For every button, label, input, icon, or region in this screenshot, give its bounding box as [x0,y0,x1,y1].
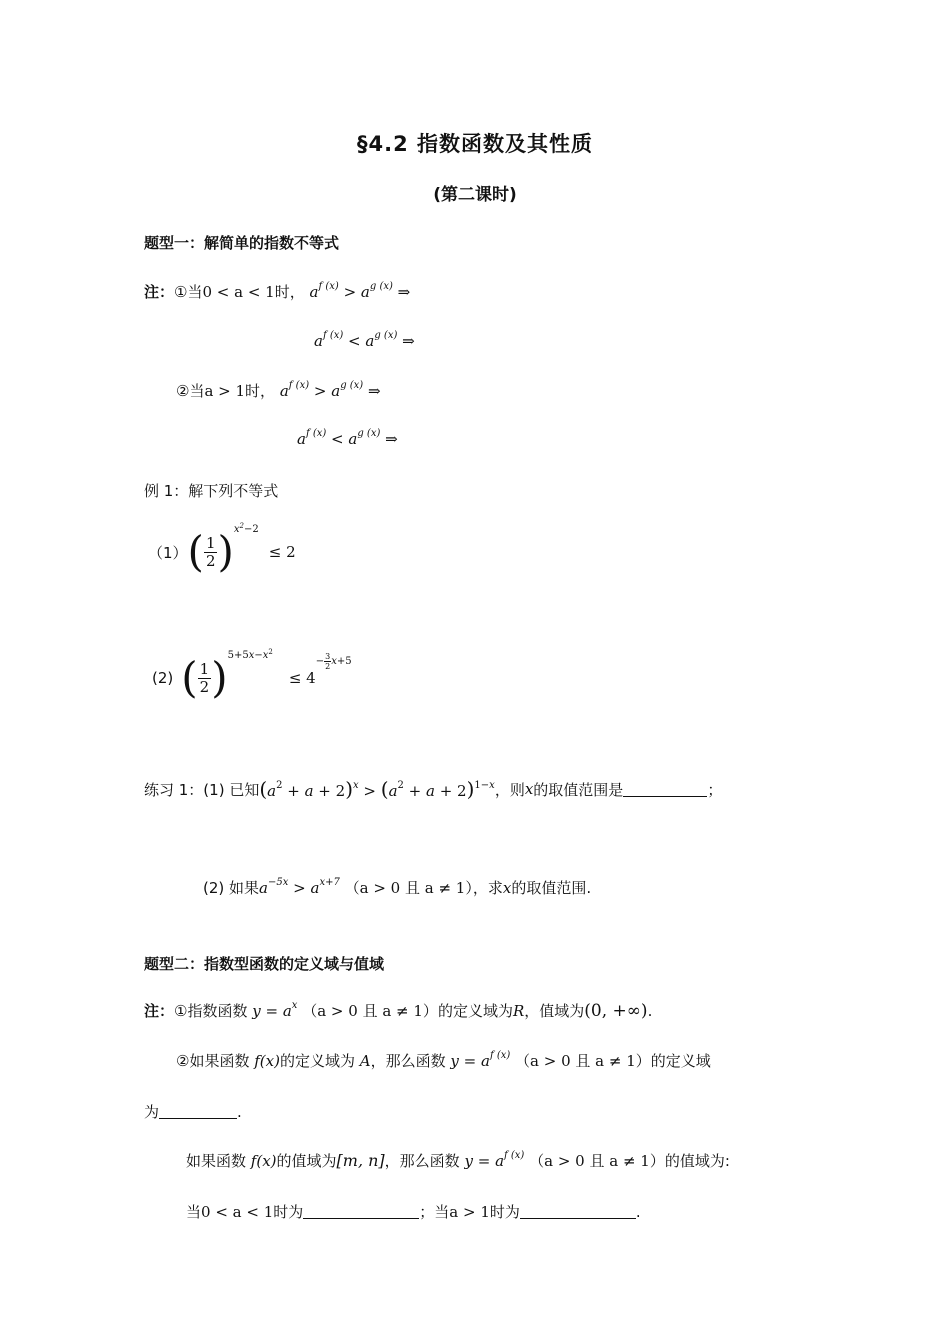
practice1-inequality: $(a^2 + a + 2)^x > (a^2 + a + 2)^{1-x}$ [259,777,495,801]
item2-label: (2) [152,669,174,687]
s2-note2-text3: ，那么函数 [370,1052,446,1070]
s2-note2-line2 [144,1101,242,1122]
practice1-var: x [524,780,534,798]
practice1-mid: ，则 [494,780,525,799]
condition: （a > 0 且 a ≠ 1） [529,1152,665,1170]
s2-note2-end: . [237,1103,242,1121]
section2-heading: 题型二：指数型函数的定义域与值域 [144,955,385,973]
practice2-condition: （a > 0 且 a ≠ 1） [344,879,473,897]
condition: （a > 0 且 a ≠ 1） [302,1002,438,1020]
note1-line [144,281,410,302]
practice1-line [144,772,722,806]
practice1-label: 练习 1：(1) 已知 [144,780,260,799]
note2-suffix: 时， [245,382,276,400]
s2-note3-text: 如果函数 [186,1152,247,1170]
example1-item2: (2) ( $\frac{1}{2}$ ) $5+5x-x^2$ ≤ 4 − 3 2 x +5 [152,648,352,702]
inequality-greater-2: $a^{f (x)} > a^{g (x)}$ ⇒ [279,380,381,400]
range-mn: [m, n] [336,1151,385,1170]
s2-note2-text4: 的定义域 [650,1052,711,1070]
condition: （a > 0 且 a ≠ 1） [515,1052,651,1070]
note1-condition: 0 < a < 1 [202,283,275,301]
answer-blank[interactable] [520,1204,636,1219]
exponent: $5+5x-x^2$ [227,648,273,661]
domain-A: A [359,1052,371,1070]
note2-condition: a > 1 [204,382,246,400]
rhs: ≤ 4 [288,669,316,687]
s2-note3-text2: 的值域为 [276,1152,337,1170]
s2-note4-line [186,1201,641,1222]
note2-line [176,380,381,401]
s2-note1-end: . [647,1002,653,1020]
s2-note2-line2-text: 为 [144,1103,160,1121]
note2-prefix: ②当 [176,382,205,400]
s2-note2-text: ②如果函数 [176,1052,250,1070]
s2-note4-text1: 当 [186,1203,202,1221]
answer-blank[interactable] [303,1204,419,1219]
inequality-less-2: $a^{f (x)} < a^{g (x)}$ ⇒ [297,428,398,448]
s2-note2-line [176,1050,711,1071]
s2-note4-end: . [635,1203,641,1221]
practice2-label: (2) 如果 [203,879,260,897]
domain-R: R [512,1002,525,1020]
fraction-one-half: $\frac{1}{2}$ [199,659,210,696]
page-title: §4.2 指数函数及其性质 [356,132,593,156]
function-f: f(x) [250,1152,277,1170]
s2-note4-text4: 时为 [489,1203,520,1221]
page-subtitle: (第二课时) [433,185,517,205]
s2-note3-text4: 的值域为: [664,1152,730,1170]
section1-heading: 题型一：解简单的指数不等式 [144,234,340,252]
s2-note1-line [144,1000,652,1021]
example1-item1: （1） ( $\frac{1}{2}$ ) $x^2-2$ ≤ 2 [148,522,296,576]
practice2-line [203,877,591,898]
condition-2: a > 1 [449,1203,490,1221]
s2-note1-text2: 的定义域为 [437,1002,513,1020]
composite-function: $y = a^{f (x)}$ [450,1050,511,1070]
note1-suffix: 时， [274,283,305,301]
inequality-less-1: $a^{f (x)} < a^{g (x)}$ ⇒ [314,330,415,350]
practice1-end: ； [707,780,723,799]
exp-function: $y = a^x$ [252,1000,298,1020]
practice2-inequality: $a^{-5x} > a^{x+7}$ [259,877,340,897]
function-f: f(x) [254,1052,280,1070]
s2-note4-text2: 时为 [273,1203,304,1221]
s2-note4-text3: ；当 [419,1203,450,1221]
fraction-one-half: $\frac{1}{2}$ [205,533,216,570]
s2-note1-text3: ，值域为 [524,1002,585,1020]
composite-function: $y = a^{f (x)}$ [464,1150,525,1170]
condition-1: 0 < a < 1 [201,1203,274,1221]
practice2-end: 的取值范围. [511,879,592,897]
answer-blank[interactable] [159,1104,237,1119]
inequality-greater-1: $a^{f (x)} > a^{g (x)}$ ⇒ [309,281,411,301]
example1-label: 例 1：解下列不等式 [144,482,279,500]
note-label: 注： [144,283,175,301]
range-interval: (0, +∞) [584,1001,648,1021]
note-label: 注： [144,1002,175,1020]
note1-prefix: ①当 [174,283,203,301]
rhs: ≤ 2 [268,543,296,561]
s2-note1-text: ①指数函数 [174,1002,248,1020]
exponent: $x^2-2$ [233,522,259,535]
rhs-exponent: − 3 2 x +5 [315,652,352,671]
answer-blank[interactable] [623,782,707,797]
practice2-var: x [502,879,512,897]
practice1-tail: 的取值范围是 [533,780,624,799]
item1-label: （1） [148,543,188,562]
s2-note2-text2: 的定义域为 [279,1052,355,1070]
s2-note3-text3: ，那么函数 [384,1152,460,1170]
s2-note3-line [186,1150,730,1171]
practice2-tail: ，求 [472,879,503,897]
